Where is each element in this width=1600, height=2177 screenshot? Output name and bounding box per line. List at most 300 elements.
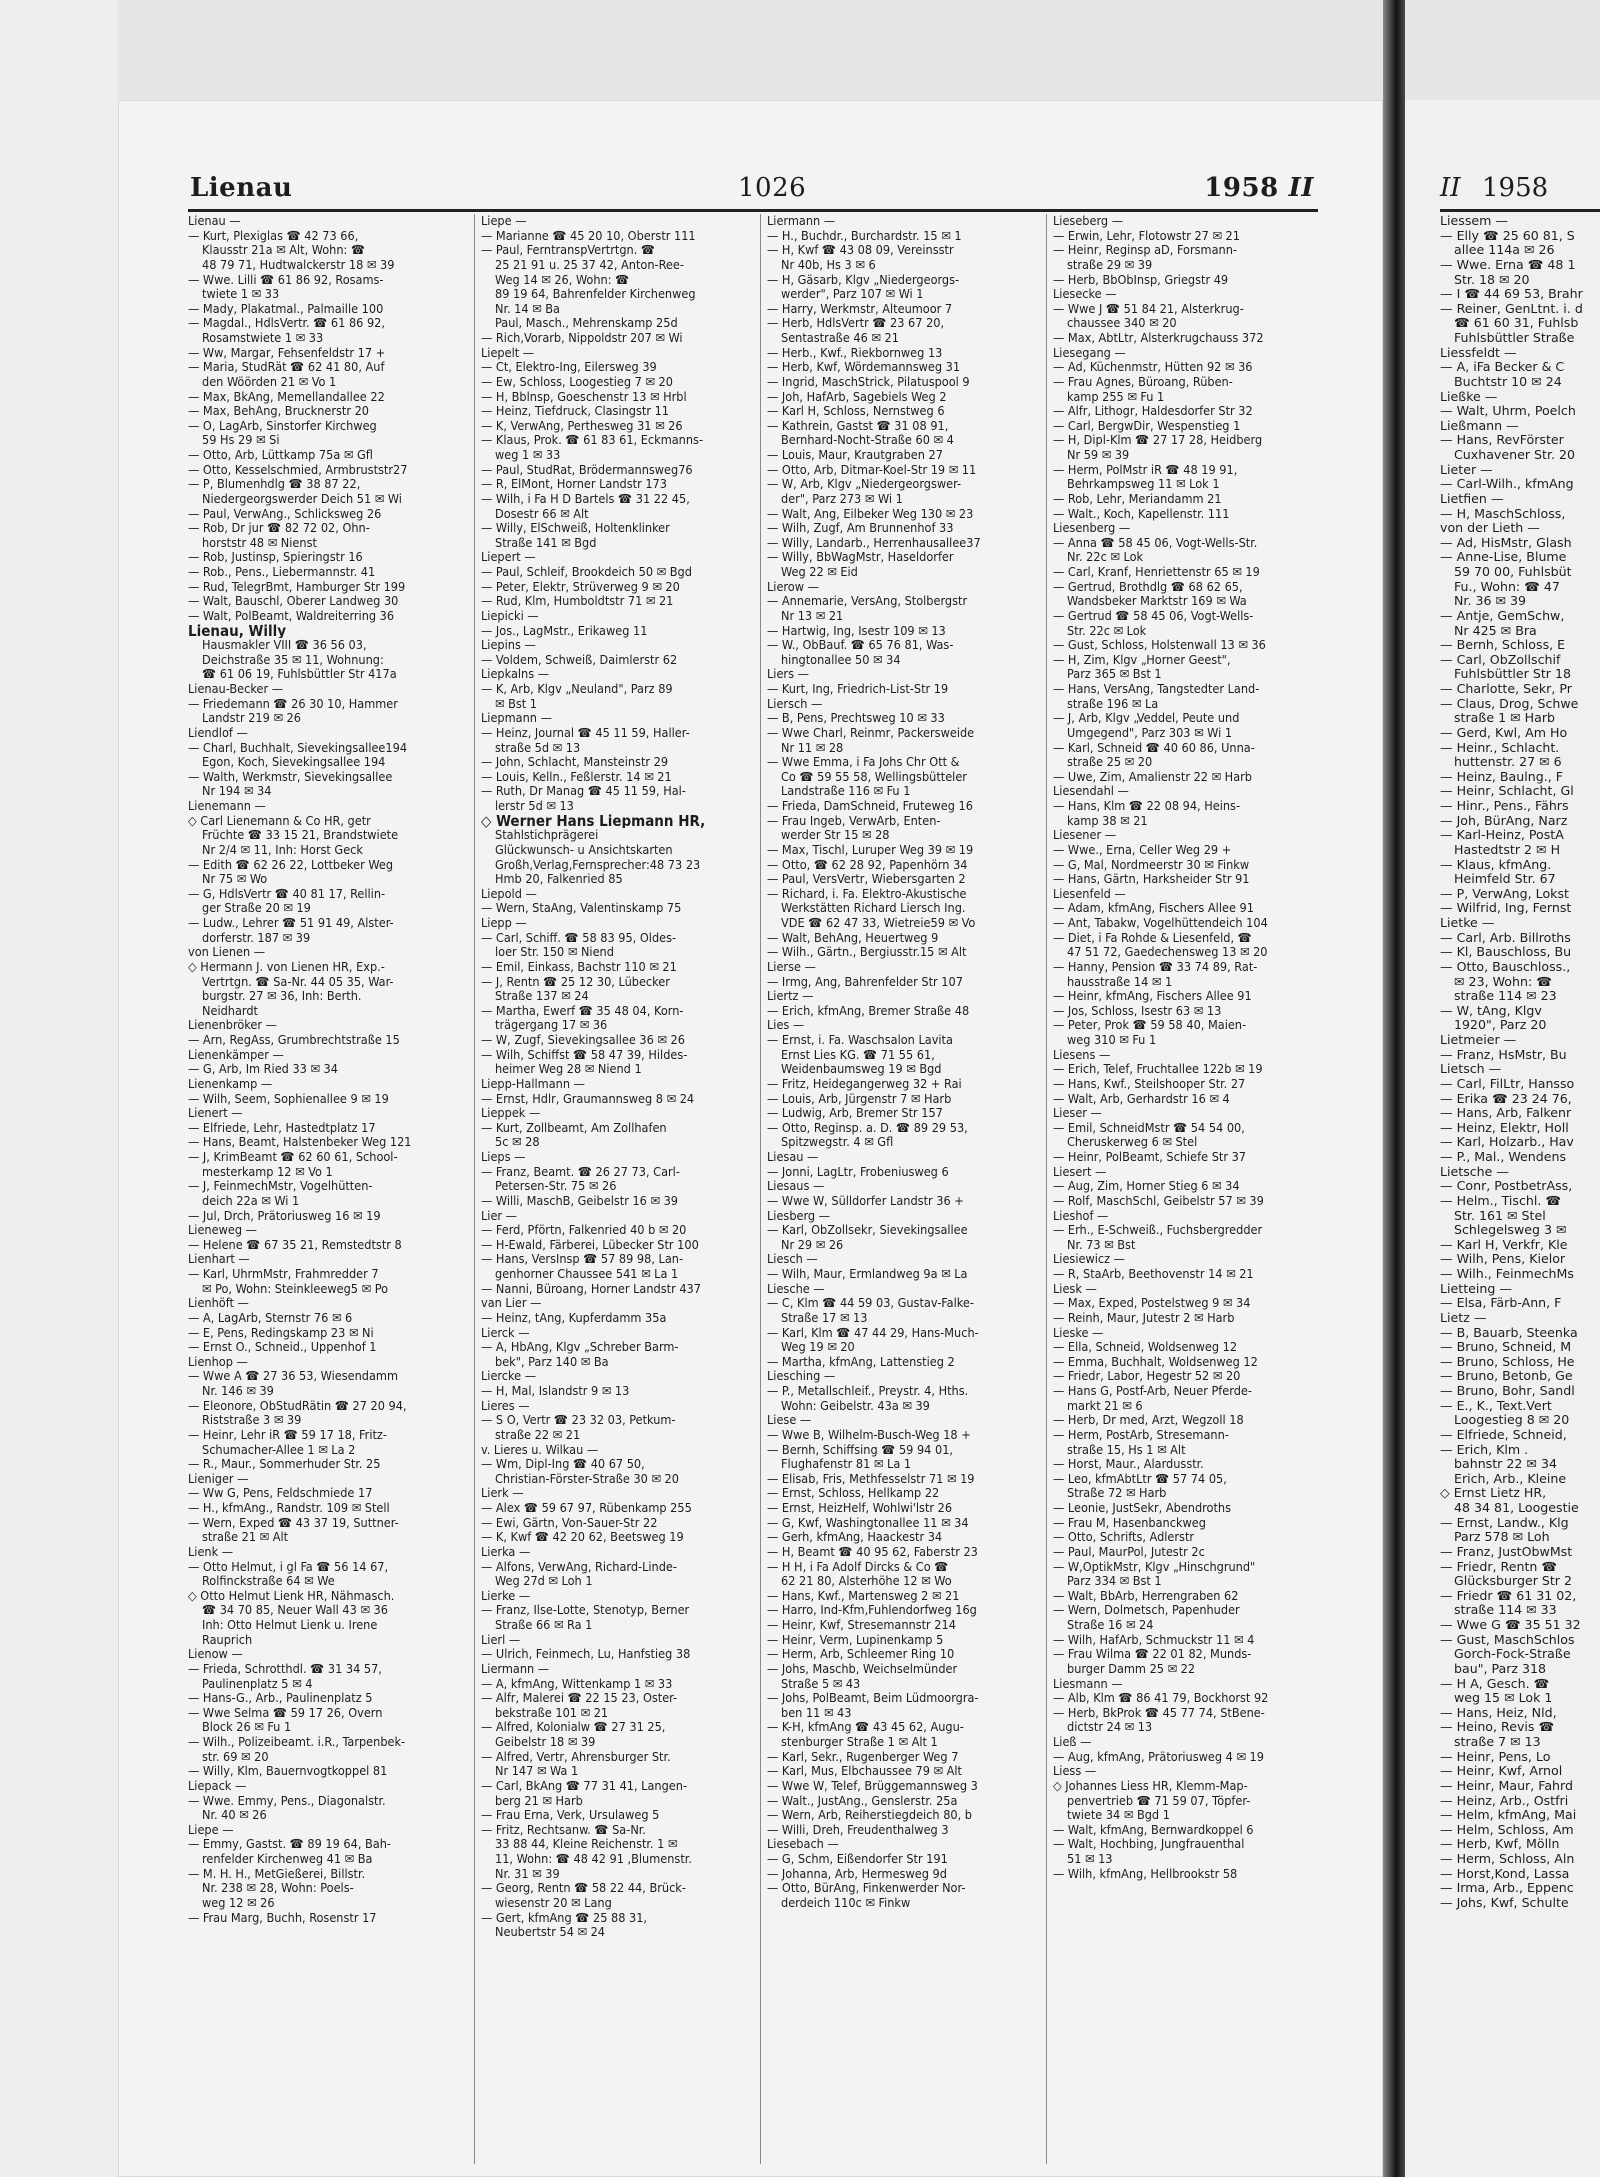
directory-entry-line: Fuhlsbüttler Straße [1454, 331, 1575, 345]
directory-entry-line: — Walt, Hochbing, Jungfrauenthal [1053, 1837, 1245, 1852]
directory-entry-line: v. Lieres u. Wilkau — [481, 1442, 599, 1457]
directory-entry-line: burgstr. 27 ✉ 36, Inh: Berth. [202, 989, 362, 1004]
directory-entry-line: Liesberg — [767, 1208, 831, 1223]
directory-entry-line: — Ulrich, Feinmech, Lu, Hanfstieg 38 [481, 1647, 691, 1662]
volume: II [1288, 173, 1314, 203]
directory-entry-line: Straße 5 ✉ 43 [781, 1676, 861, 1691]
directory-entry-line: — A, LagArb, Sternstr 76 ✉ 6 [188, 1310, 353, 1325]
directory-entry-line: Lieshof — [1053, 1208, 1109, 1223]
directory-entry-line: — Erh., E-Schweiß., Fuchsbergredder [1053, 1223, 1263, 1238]
directory-entry-line: — Emma, Buchhalt, Woldsenweg 12 [1053, 1354, 1258, 1369]
directory-entry-line: 48 34 81, Loogestie [1454, 1501, 1579, 1515]
directory-entry-line: — Leonie, JustSekr, Abendroths [1053, 1501, 1231, 1515]
directory-entry-line: Liepicki — [481, 608, 539, 623]
directory-entry-line: Str. 22c ✉ Lok [1067, 623, 1147, 638]
directory-entry-line: — Heinr, kfmAng, Fischers Allee 91 [1053, 989, 1252, 1004]
directory-entry-line: — Alfred, Kolonialw ☎ 27 31 25, [481, 1720, 666, 1735]
directory-entry-line: — B, Pens, Prechtsweg 10 ✉ 33 [767, 711, 945, 726]
directory-entry-line: Liepe — [481, 214, 527, 228]
directory-entry-line: — Marianne ☎ 45 20 10, Oberstr 111 [481, 228, 696, 243]
directory-entry-line: — Karl, Sekr., Rugenberger Weg 7 [767, 1749, 959, 1764]
directory-entry-line: Nr. 36 ✉ 39 [1454, 594, 1527, 609]
directory-entry-line: Paul, Masch., Mehrenskamp 25d [495, 316, 678, 331]
directory-entry-line: — Heinr, Pens, Lo [1440, 1749, 1551, 1764]
directory-entry-line: — P, VerwAng, Lokst [1440, 886, 1569, 901]
directory-entry-line: — Otto, Schrifts, Adlerstr [1053, 1530, 1195, 1545]
directory-entry-line: — Paul, MaurPol, Jutestr 2c [1053, 1544, 1205, 1559]
directory-entry-line: — Kurt, Plexiglas ☎ 42 73 66, [188, 228, 359, 243]
directory-entry-line: Lienau-Becker — [188, 682, 284, 696]
directory-entry-line: — H, Bblnsp, Goeschenstr 13 ✉ Hrbl [481, 389, 687, 404]
directory-entry-line: — Hans G, Postf-Arb, Neuer Pferde- [1053, 1384, 1252, 1398]
directory-entry-line: — Rob, Justinsp, Spieringstr 16 [188, 550, 363, 565]
directory-entry-line: Straße 137 ✉ 24 [495, 989, 589, 1004]
directory-entry-line: Liercke — [481, 1369, 537, 1384]
directory-entry-line: twiete 1 ✉ 33 [202, 287, 280, 302]
directory-entry-line: — Ad, HisMstr, Glash [1440, 535, 1572, 550]
directory-entry-line: — Friedr, Labor, Hegestr 52 ✉ 20 [1053, 1369, 1241, 1384]
directory-entry-line: — Erich, Telef, Fruchtallee 122b ✉ 19 [1053, 1062, 1263, 1077]
directory-entry-line: Rosamstwiete 1 ✉ 33 [202, 331, 324, 345]
directory-entry-line: Liermann — [767, 214, 836, 228]
directory-entry-line: Liesmann — [1053, 1676, 1123, 1691]
directory-entry-line: ✉ 23, Wohn: ☎ [1454, 974, 1552, 989]
directory-entry-line: — Gertrud, Brothdlg ☎ 68 62 65, [1053, 579, 1243, 594]
directory-entry-line: — Bruno, Schloss, He [1440, 1354, 1575, 1369]
directory-entry-line: Weg 22 ✉ Eid [781, 565, 858, 579]
directory-entry-line: derdeich 110c ✉ Finkw [781, 1895, 911, 1910]
directory-entry-line: — Max, Tischl, Luruper Weg 39 ✉ 19 [767, 842, 974, 857]
directory-entry-line: — Max, Exped, Postelstweg 9 ✉ 34 [1053, 1296, 1251, 1311]
directory-entry-line: — Franz, Ilse-Lotte, Stenotyp, Berner [481, 1603, 690, 1618]
directory-entry-line: Nr. 22c ✉ Lok [1067, 550, 1144, 565]
directory-entry-line: — Otto, Bauschloss., [1440, 959, 1571, 974]
directory-entry-line: Heimfeld Str. 67 [1454, 872, 1556, 887]
directory-entry-line: 59 70 00, Fuhlsbüt [1454, 565, 1572, 579]
directory-entry-line: — Ernst, Hdlr, Graumannsweg 8 ✉ 24 [481, 1091, 695, 1106]
directory-entry-line: — Heinz, Tiefdruck, Clasingstr 11 [481, 404, 669, 419]
directory-entry-line: — Carl, BergwDir, Wespenstieg 1 [1053, 418, 1241, 433]
directory-entry-line: stenburger Straße 1 ✉ Alt 1 [781, 1735, 938, 1749]
directory-entry-line: — Ernst, i. Fa. Waschsalon Lavita [767, 1033, 953, 1047]
directory-entry-line: — Herb, Dr med, Arzt, Wegzoll 18 [1053, 1413, 1244, 1428]
directory-entry-line: — C, Klm ☎ 44 59 03, Gustav-Falke- [767, 1296, 974, 1311]
directory-entry-line: — Wwe J ☎ 51 84 21, Alsterkrug- [1053, 301, 1244, 316]
directory-entry-line: — P., Mal., Wendens [1440, 1150, 1567, 1164]
directory-entry-line: — Karl H, Verkfr, Kle [1440, 1237, 1568, 1252]
directory-entry-line: der", Parz 273 ✉ Wi 1 [781, 491, 903, 506]
directory-entry-line: — Willy, Landarb., Herrenhausallee37 [767, 535, 981, 550]
directory-entry-line: Liepe — [188, 1822, 234, 1837]
directory-entry-line: str. 69 ✉ 20 [202, 1749, 269, 1764]
directory-entry-line: Nr 2/4 ✉ 11, Inh: Horst Geck [202, 842, 363, 857]
directory-entry-line: Lieneweg — [188, 1223, 257, 1238]
directory-entry-line: Flughafenstr 81 ✉ La 1 [781, 1457, 912, 1472]
directory-entry-line: — Carl, BkAng ☎ 77 31 41, Langen- [481, 1778, 688, 1793]
directory-entry-line: — Ferd, Pförtn, Falkenried 40 b ✉ 20 [481, 1223, 687, 1238]
directory-entry-line: — Heinr, Maur, Fahrd [1440, 1778, 1573, 1793]
directory-entry-line: — Rob, Lehr, Meriandamm 21 [1053, 491, 1222, 506]
directory-entry-line: — Wilh, Schiffst ☎ 58 47 39, Hildes- [481, 1047, 688, 1062]
directory-entry-line: — Hans, Heiz, Nld, [1440, 1705, 1557, 1720]
directory-entry-line: Nr. 40 ✉ 26 [202, 1808, 267, 1823]
directory-entry-line: — Wilh., Polizeibeamt. i.R., Tarpenbek- [188, 1735, 406, 1749]
directory-entry-line: — H, Mal, Islandstr 9 ✉ 13 [481, 1384, 630, 1398]
directory-entry-line: ben 11 ✉ 43 [781, 1705, 852, 1720]
directory-entry-line: Liers — [767, 667, 809, 682]
directory-entry-line: — Helene ☎ 67 35 21, Remstedtstr 8 [188, 1237, 402, 1252]
directory-entry-line: Lietke — [1440, 916, 1495, 930]
directory-entry-line: Str. 161 ✉ Stel [1454, 1208, 1546, 1223]
directory-entry-line: — Jonni, LagLtr, Frobeniusweg 6 [767, 1164, 949, 1179]
directory-entry-line: Liesaus — [767, 1179, 825, 1194]
directory-entry-line: Lienenkämper — [188, 1047, 284, 1062]
directory-entry-line: Werkstätten Richard Liersch Ing. [781, 901, 966, 916]
directory-entry-line: Rolfinckstraße 64 ✉ We [202, 1574, 335, 1589]
directory-entry-line: — Ella, Schneid, Woldsenweg 12 [1053, 1340, 1238, 1355]
directory-entry-line: straße 196 ✉ La [1067, 696, 1159, 711]
directory-entry-line: — Paul, Schleif, Brookdeich 50 ✉ Bgd [481, 565, 692, 579]
directory-entry-line: — Carl, FilLtr, Hansso [1440, 1076, 1575, 1091]
directory-entry-line: — S O, Vertr ☎ 23 32 03, Petkum- [481, 1413, 676, 1428]
directory-entry-line: — Wern, Arb, Reiherstiegdeich 80, b [767, 1808, 972, 1823]
directory-entry-line: — Fritz, Heidegangerweg 32 + Rai [767, 1076, 962, 1091]
directory-entry-line: — Bruno, Schneid, M [1440, 1340, 1572, 1355]
directory-entry-line: Lienau, Willy [188, 623, 287, 639]
directory-entry-line: — Gerd, Kwl, Am Ho [1440, 725, 1568, 740]
directory-entry-line: — Richard, i. Fa. Elektro-Akustische [767, 886, 967, 901]
directory-entry-line: — Franz, Beamt. ☎ 26 27 73, Carl- [481, 1164, 680, 1179]
directory-entry-line: 47 51 72, Gaedechensweg 13 ✉ 20 [1067, 945, 1268, 960]
directory-entry-line: 89 19 64, Bahrenfelder Kirchenweg [495, 287, 696, 302]
directory-entry-line: horststr 48 ✉ Nienst [202, 535, 317, 550]
directory-entry-line: hingtonallee 50 ✉ 34 [781, 652, 901, 667]
directory-entry-line: — Carl, Kranf, Henriettenstr 65 ✉ 19 [1053, 565, 1260, 579]
directory-entry-line: Lierse — [767, 959, 816, 974]
directory-entry-line: Weg 27d ✉ Loh 1 [495, 1574, 593, 1589]
directory-entry-line: — Hans, Kwf., Martensweg 2 ✉ 21 [767, 1588, 960, 1603]
directory-entry-line: — W, tAng, Klgv [1440, 1003, 1542, 1018]
directory-entry-line: — Johs, PolBeamt, Beim Lüdmoorgra- [767, 1691, 979, 1706]
directory-entry-line: — Hans, VersInsp ☎ 57 89 98, Lan- [481, 1252, 684, 1267]
directory-entry-line: — Leo, kfmAbtLtr ☎ 57 74 05, [1053, 1471, 1227, 1486]
directory-entry-line: — Hartwig, Ing, Isestr 109 ✉ 13 [767, 623, 946, 638]
directory-entry-line: — John, Schlacht, Mansteinstr 29 [481, 755, 669, 770]
directory-entry-line: — Elfriede, Lehr, Hastedtplatz 17 [188, 1120, 376, 1135]
directory-entry-line: ◇ Ernst Lietz HR, [1440, 1486, 1547, 1501]
directory-entry-line: 5c ✉ 28 [495, 1135, 540, 1150]
directory-entry-line: — Heinz, Baulng., F [1440, 769, 1563, 784]
directory-entry-line: — Antje, GemSchw, [1440, 608, 1565, 623]
directory-entry-line: — Hanny, Pension ☎ 33 74 89, Rat- [1053, 959, 1258, 974]
directory-entry-line: — Erika ☎ 23 24 76, [1440, 1091, 1572, 1106]
directory-entry-line: — Herm, Arb, Schleemer Ring 10 [767, 1647, 955, 1662]
directory-entry-line: — Walt., Koch, Kapellenstr. 111 [1053, 506, 1230, 521]
directory-entry-line: Nr 75 ✉ Wo [202, 872, 268, 887]
directory-entry-line: — Willi, MaschB, Geibelstr 16 ✉ 39 [481, 1193, 678, 1208]
directory-entry-line: — Ernst O., Schneid., Uppenhof 1 [188, 1340, 377, 1355]
directory-entry-line: — Wern, Dolmetsch, Papenhuder [1053, 1603, 1240, 1618]
directory-entry-line: — Otto, BürAng, Finkenwerder Nor- [767, 1881, 966, 1896]
directory-entry-line: Lieniger — [188, 1471, 249, 1486]
directory-entry-line: bekstraße 101 ✉ 21 [495, 1705, 609, 1720]
directory-entry-line: kamp 38 ✉ 21 [1067, 813, 1148, 828]
directory-entry-line: — Carl, Schiff. ☎ 58 83 95, Oldes- [481, 930, 677, 945]
directory-entry-line: Liepp-Hallmann — [481, 1076, 585, 1091]
directory-entry-line: — Louis, Maur, Krautgraben 27 [767, 448, 943, 462]
directory-entry-line: — Walt, Bauschl, Oberer Landweg 30 [188, 594, 399, 609]
directory-entry-line: — Heinr, Verm, Lupinenkamp 5 [767, 1632, 944, 1647]
directory-entry-line: — G, HdlsVertr ☎ 40 81 17, Rellin- [188, 886, 386, 901]
directory-entry-line: — Mady, Plakatmal., Palmaille 100 [188, 301, 384, 316]
directory-entry-line: Lierck — [481, 1325, 530, 1340]
directory-entry-line: — Willy, Klm, Bauernvogtkoppel 81 [188, 1764, 388, 1779]
directory-entry-line: Nr 29 ✉ 26 [781, 1237, 844, 1252]
directory-entry-line: — Ew, Schloss, Loogestieg 7 ✉ 20 [481, 374, 673, 389]
directory-entry-line: — Wwe A ☎ 27 36 53, Wiesendamm [188, 1369, 398, 1384]
directory-entry-line: Liesau — [767, 1150, 819, 1164]
directory-entry-line: weg 1 ✉ 33 [495, 448, 561, 462]
directory-entry-line: Riststraße 3 ✉ 39 [202, 1413, 302, 1428]
directory-entry-line: 59 Hs 29 ✉ Si [202, 433, 280, 448]
directory-entry-line: — Peter, Elektr, Strüverweg 9 ✉ 20 [481, 579, 680, 594]
directory-entry-line: — Jos, Schloss, Isestr 63 ✉ 13 [1053, 1003, 1222, 1018]
directory-entry-line: — Diet, i Fa Rohde & Liesenfeld, ☎ [1053, 930, 1252, 945]
directory-entry-line: den Wöörden 21 ✉ Vo 1 [202, 374, 337, 389]
directory-entry-line: — K-H, kfmAng ☎ 43 45 62, Augu- [767, 1720, 964, 1735]
directory-entry-line: Liesert — [1053, 1164, 1107, 1179]
directory-entry-line: ger Straße 20 ✉ 19 [202, 901, 311, 916]
directory-entry-line: straße 25 ✉ 20 [1067, 755, 1153, 770]
directory-entry-line: — Herb, Kwf, Mölln [1440, 1837, 1560, 1852]
directory-entry-line: Co ☎ 59 55 58, Wellingsbütteler [781, 769, 967, 784]
directory-entry-line: Lienert — [188, 1106, 243, 1121]
directory-entry-line: — Aug, Zim, Horner Stieg 6 ✉ 34 [1053, 1179, 1240, 1194]
directory-entry-line: straße 7 ✉ 13 [1454, 1735, 1541, 1749]
directory-entry-line: straße 22 ✉ 21 [495, 1427, 581, 1442]
directory-entry-line: — W., ObBauf. ☎ 65 76 81, Was- [767, 638, 954, 653]
directory-entry-line: — K, VerwAng, Perthesweg 31 ✉ 26 [481, 418, 683, 433]
directory-entry-line: wiesenstr 20 ✉ Lang [495, 1895, 612, 1910]
directory-entry-line: Nr 13 ✉ 21 [781, 608, 844, 623]
directory-entry-line: — Hans, Arb, Falkenr [1440, 1106, 1572, 1121]
directory-entry-line: ☎ 61 06 19, Fuhlsbüttler Str 417a [202, 667, 397, 682]
directory-entry-line: Liepelt — [481, 345, 535, 360]
directory-entry-line: ◇ Otto Helmut Lienk HR, Nähmasch. [188, 1588, 395, 1603]
directory-entry-line: Lietsch — [1440, 1062, 1502, 1077]
directory-entry-line: — Johs, Kwf, Schulte [1440, 1895, 1569, 1910]
directory-entry-line: bek", Parz 140 ✉ Ba [495, 1354, 609, 1369]
directory-entry-line: — Ludw., Lehrer ☎ 51 91 49, Alster- [188, 916, 394, 930]
directory-entry-line: burger Damm 25 ✉ 22 [1067, 1661, 1196, 1676]
directory-entry-line: — Helm, kfmAng, Mai [1440, 1808, 1577, 1823]
directory-entry-line: — Carl-Wilh., kfmAng [1440, 477, 1574, 492]
directory-entry-line: Nr. 73 ✉ Bst [1067, 1237, 1136, 1252]
directory-entry-line: — Elisab, Fris, Methfesselstr 71 ✉ 19 [767, 1471, 975, 1486]
directory-entry-line: Lienhöft — [188, 1296, 249, 1311]
directory-entry-line: — W, Zugf, Sievekingsallee 36 ✉ 26 [481, 1033, 685, 1047]
directory-entry-line: van Lier — [481, 1296, 542, 1311]
directory-entry-line: — H-Ewald, Färberei, Lübecker Str 100 [481, 1237, 699, 1252]
directory-entry-line: — P., Metallschleif., Preystr. 4, Hths. [767, 1384, 969, 1398]
directory-entry-line: — Wwe Emma, i Fa Johs Chr Ott & [767, 755, 960, 770]
directory-entry-line: — Wilh., FeinmechMs [1440, 1267, 1574, 1281]
directory-entry-line: — O, LagArb, Sinstorfer Kirchweg [188, 418, 377, 433]
directory-entry-line: Liesch — [767, 1252, 818, 1267]
directory-entry-line: — Wilh, Zugf, Am Brunnenhof 33 [767, 521, 954, 536]
directory-entry-line: Umgegend", Parz 303 ✉ Wi 1 [1067, 725, 1233, 740]
directory-entry-line: — Rob., Pens., Liebermannstr. 41 [188, 565, 376, 579]
directory-entry-line: ◇ Johannes Liess HR, Klemm-Map- [1053, 1778, 1248, 1793]
directory-entry-line: — Johs, Maschb, Weichselmünder [767, 1661, 958, 1676]
directory-entry-line: Liesiewicz — [1053, 1252, 1125, 1267]
directory-entry-line: — Frau Wilma ☎ 22 01 82, Munds- [1053, 1647, 1252, 1662]
directory-entry-line: — B, Bauarb, Steenka [1440, 1325, 1578, 1340]
directory-entry-line: werder Str 15 ✉ 28 [781, 828, 890, 843]
directory-entry-line: — Heino, Revis ☎ [1440, 1720, 1555, 1735]
directory-entry-line: — R, ElMont, Horner Landstr 173 [481, 477, 667, 492]
directory-entry-line: — Hans, Beamt, Halstenbeker Weg 121 [188, 1135, 412, 1150]
directory-entry-line: — Helm, Schloss, Am [1440, 1822, 1574, 1837]
directory-entry-line: — Gerh, kfmAng, Haackestr 34 [767, 1530, 943, 1545]
directory-entry-line: Egon, Koch, Sievekingsallee 194 [202, 755, 386, 770]
directory-entry-line: 11, Wohn: ☎ 48 42 91 ,Blumenstr. [495, 1852, 692, 1866]
directory-entry-line: — Karl, ObZollsekr, Sievekingsallee [767, 1223, 968, 1238]
directory-entry-line: — E., K., Text.Vert [1440, 1398, 1552, 1413]
directory-entry-line: — Jul, Drch, Prätoriusweg 16 ✉ 19 [188, 1208, 381, 1223]
directory-entry-line: — Heinz, Elektr, Holl [1440, 1120, 1569, 1135]
directory-entry-line: — Frieda, Schrotthdl. ☎ 31 34 57, [188, 1661, 382, 1676]
directory-entry-line: — Walth, Werkmstr, Sievekingsallee [188, 769, 393, 784]
directory-entry-line: — Joh, BürAng, Narz [1440, 813, 1568, 828]
directory-entry-line: — Wm, Dipl-Ing ☎ 40 67 50, [481, 1457, 645, 1472]
directory-entry-line: loer Str. 150 ✉ Niend [495, 945, 614, 960]
directory-entry-line: — Herb, BkProk ☎ 45 77 74, StBene- [1053, 1705, 1265, 1720]
directory-entry-line: — E, Pens, Redingskamp 23 ✉ Ni [188, 1325, 374, 1340]
directory-entry-line: Lienk — [188, 1544, 234, 1559]
directory-entry-line: — Bruno, Betonb, Ge [1440, 1369, 1573, 1384]
directory-entry-line: — Hans, VersAng, Tangstedter Land- [1053, 682, 1260, 696]
directory-entry-line: — Wilh, HafArb, Schmuckstr 11 ✉ 4 [1053, 1632, 1255, 1647]
directory-entry-line: — Wwe Charl, Reinmr, Packersweide [767, 725, 975, 740]
directory-entry-line: Liesecke — [1053, 287, 1117, 302]
directory-entry-line: — Frau Ingeb, VerwArb, Enten- [767, 813, 941, 828]
directory-entry-line: Liess — [1053, 1764, 1097, 1779]
directory-entry-line: — Karl, Schneid ☎ 40 60 86, Unna- [1053, 740, 1255, 755]
directory-entry-line: — Hinr., Pens., Fährs [1440, 799, 1569, 813]
directory-entry-line: — Louis, Kelln., Feßlerstr. 14 ✉ 21 [481, 769, 672, 784]
directory-entry-line: — H, Kwf ☎ 43 08 09, Vereinsstr [767, 243, 954, 258]
directory-entry-line: Lieske — [1053, 1325, 1104, 1340]
directory-entry-line: — Willy, BbWagMstr, Haseldorfer [767, 550, 954, 565]
directory-entry-line: Lietteing — [1440, 1281, 1512, 1296]
directory-entry-line: — H., kfmAng., Randstr. 109 ✉ Stell [188, 1501, 390, 1515]
directory-entry-line: Liesens — [1053, 1047, 1111, 1062]
directory-entry-line: — Walt, Uhrm, Poelch [1440, 404, 1576, 419]
directory-entry-line: — G, Arb, Im Ried 33 ✉ 34 [188, 1062, 338, 1077]
directory-entry-line: Lierke — [481, 1588, 531, 1603]
directory-entry-line: Ernst Lies KG. ☎ 71 55 61, [781, 1047, 935, 1062]
directory-entry-line: Sentastraße 46 ✉ 21 [781, 331, 899, 345]
directory-entry-line: — Heinr, Reginsp aD, Forsmann- [1053, 243, 1237, 258]
directory-entry-line: von der Lieth — [1440, 521, 1540, 536]
directory-entry-line: — Ernst, Schloss, Hellkamp 22 [767, 1486, 940, 1501]
directory-entry-line: — Karl, UhrmMstr, Frahmredder 7 [188, 1267, 379, 1281]
directory-entry-line: — Herb., Kwf., Riekbornweg 13 [767, 345, 943, 360]
directory-entry-line: Liessem — [1440, 214, 1508, 228]
directory-entry-line: — Rud, TelegrBmt, Hamburger Str 199 [188, 579, 406, 594]
directory-entry-line: — G, Schm, Eißendorfer Str 191 [767, 1852, 948, 1866]
directory-entry-line: — Wilh, Maur, Ermlandweg 9a ✉ La [767, 1267, 968, 1281]
directory-entry-line: — Hans, Gärtn, Harksheider Str 91 [1053, 872, 1250, 887]
directory-entry-line: straße 114 ✉ 33 [1454, 1603, 1557, 1618]
directory-entry-line: — Ct, Elektro-Ing, Eilersweg 39 [481, 360, 657, 375]
directory-entry-line: Lieseberg — [1053, 214, 1124, 228]
directory-entry-line: — Kl, Bauschloss, Bu [1440, 945, 1572, 960]
directory-entry-line: — Claus, Drog, Schwe [1440, 696, 1579, 711]
directory-entry-line: twiete 34 ✉ Bgd 1 [1067, 1808, 1170, 1823]
directory-entry-line: penvertrieb ☎ 71 59 07, Töpfer- [1067, 1793, 1251, 1808]
directory-entry-line: renfelder Kirchenweg 41 ✉ Ba [202, 1852, 373, 1866]
directory-entry-line: Liesegang — [1053, 345, 1126, 360]
directory-entry-line: — Wwe. Emmy, Pens., Diagonalstr. [188, 1793, 386, 1808]
directory-entry-line: — Walt, kfmAng, Bernwardkoppel 6 [1053, 1822, 1254, 1837]
directory-entry-line: Liessfeldt — [1440, 345, 1517, 360]
directory-entry-line: — Willi, Dreh, Freudenthalweg 3 [767, 1822, 949, 1837]
directory-entry-line: — Paul, VerwAng., Schlicksweg 26 [188, 506, 382, 521]
page-header [188, 165, 1318, 212]
directory-entry-line: — Ewi, Gärtn, Von-Sauer-Str 22 [481, 1515, 658, 1530]
directory-entry-line: weg 310 ✉ Fu 1 [1067, 1033, 1157, 1047]
directory-entry-line: Lierk — [481, 1486, 524, 1501]
directory-entry-line: ✉ Po, Wohn: Steinkleeweg5 ✉ Po [202, 1281, 389, 1296]
directory-entry-line: genhorner Chaussee 541 ✉ La 1 [495, 1267, 679, 1281]
directory-entry-line: Gorch-Fock-Straße [1454, 1647, 1571, 1662]
directory-entry-line: Liesendahl — [1053, 784, 1129, 799]
directory-entry-line: Wandsbeker Marktstr 169 ✉ Wa [1067, 594, 1247, 609]
directory-entry-line: allee 114a ✉ 26 [1454, 243, 1555, 258]
directory-entry-line: — Emil, SchneidMstr ☎ 54 54 00, [1053, 1120, 1245, 1135]
directory-entry-line: — Elsa, Färb-Ann, F [1440, 1296, 1562, 1311]
directory-entry-line: — K, Arb, Klgv „Neuland", Parz 89 [481, 682, 673, 696]
directory-entry-line: Inh: Otto Helmut Lienk u. Irene [202, 1618, 378, 1632]
directory-entry-line: Nr. 14 ✉ Ba [495, 301, 560, 316]
directory-entry-line: — Erwin, Lehr, Flotowstr 27 ✉ 21 [1053, 228, 1240, 243]
directory-entry-line: kamp 255 ✉ Fu 1 [1067, 389, 1165, 404]
directory-entry-line: Liepkalns — [481, 667, 550, 682]
directory-entry-line: — Franz, HsMstr, Bu [1440, 1047, 1567, 1062]
directory-entry-line: — Arn, RegAss, Grumbrechtstraße 15 [188, 1033, 400, 1047]
directory-entry-line: Stahlstichprägerei [495, 828, 599, 843]
directory-entry-line: — Aug, kfmAng, Prätoriusweg 4 ✉ 19 [1053, 1749, 1264, 1764]
directory-entry-line: Nr 40b, Hs 3 ✉ 6 [781, 257, 876, 272]
directory-entry-line: — Wwe W, Telef, Brüggemannsweg 3 [767, 1778, 978, 1793]
directory-entry-line: Neidhardt [202, 1003, 258, 1018]
directory-entry-line: — Wilh, Seem, Sophienallee 9 ✉ 19 [188, 1091, 389, 1106]
directory-entry-line: — Karl H, Schloss, Nernstweg 6 [767, 404, 945, 419]
directory-entry-line: ◇ Hermann J. von Lienen HR, Exp.- [188, 959, 385, 974]
directory-entry-line: Parz 365 ✉ Bst 1 [1067, 667, 1162, 682]
directory-entry-line: — Ernst, HeizHelf, Wohlwi'lstr 26 [767, 1501, 953, 1515]
directory-entry-line: — Ant, Tabakw, Vogelhüttendeich 104 [1053, 916, 1268, 930]
directory-entry-line: weg 12 ✉ 26 [202, 1895, 275, 1910]
directory-entry-line: — Walt., JustAng., Genslerstr. 25a [767, 1793, 958, 1808]
directory-entry-line: — Wwe. Lilli ☎ 61 86 92, Rosams- [188, 272, 384, 287]
directory-entry-line: — Klaus, kfmAng. [1440, 857, 1552, 872]
directory-entry-line: — Ww, Margar, Fehsenfeldstr 17 + [188, 345, 386, 360]
directory-entry-line: — Max, BehAng, Brucknerstr 20 [188, 404, 370, 419]
directory-entry-line: — Elly ☎ 25 60 81, S [1440, 228, 1575, 243]
